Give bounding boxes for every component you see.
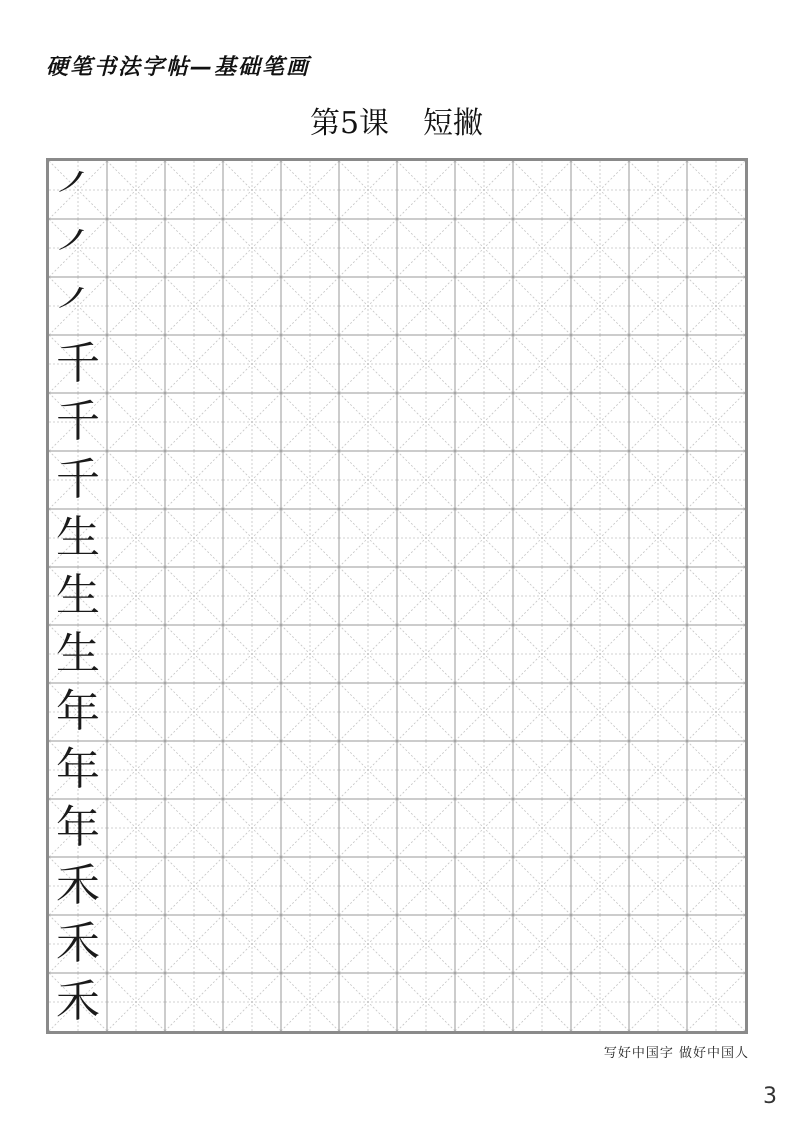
model-character: 生 <box>56 512 100 563</box>
lesson-number: 第5课 <box>309 106 390 141</box>
model-character: 禾 <box>56 976 100 1027</box>
model-character: ㇒ <box>56 280 100 331</box>
lesson-title <box>0 98 793 142</box>
lesson-topic: 短撇 <box>423 106 484 141</box>
page-number: 3 <box>763 1084 777 1109</box>
model-character: ㇒ <box>56 164 100 215</box>
practice-grid <box>46 158 748 1034</box>
model-character: 千 <box>56 454 100 505</box>
model-character: 生 <box>56 570 100 621</box>
footer-slogan: 写好中国字 做好中国人 <box>603 1046 749 1061</box>
model-character: 年 <box>56 802 100 853</box>
model-character: 千 <box>56 396 100 447</box>
series-title: 硬笔书法字帖—基础笔画 <box>46 55 311 80</box>
model-character: 年 <box>56 686 100 737</box>
model-character: 禾 <box>56 918 100 969</box>
model-character: 千 <box>56 338 100 389</box>
grid-lines <box>49 161 745 1031</box>
model-character: 禾 <box>56 860 100 911</box>
model-character: 年 <box>56 744 100 795</box>
model-character: 生 <box>56 628 100 679</box>
model-character: ㇒ <box>56 222 100 273</box>
